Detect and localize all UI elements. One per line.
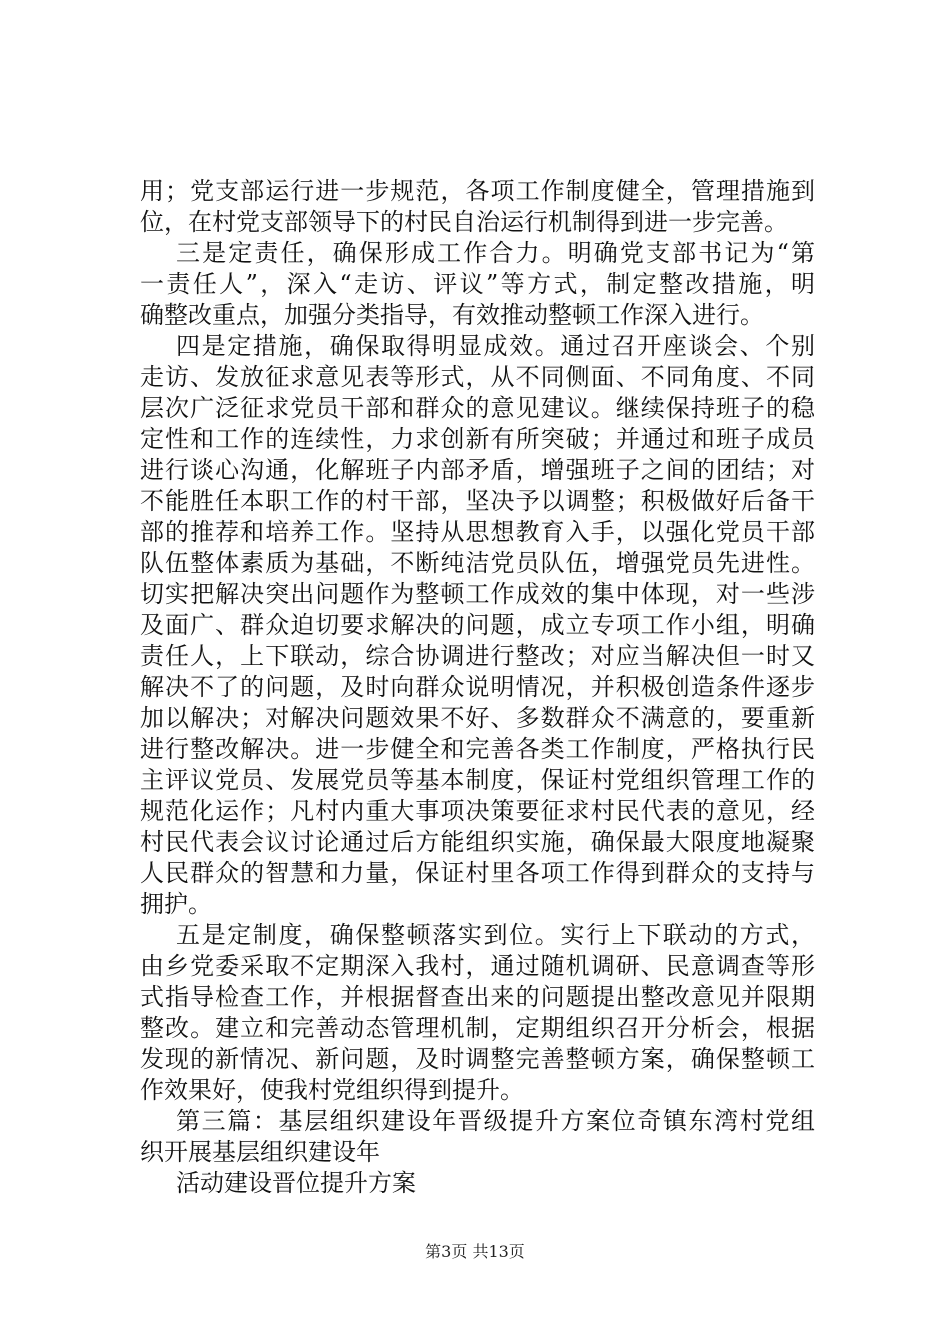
text-line: 切实把解决突出问题作为整顿工作成效的集中体现，对一些涉 <box>140 580 815 608</box>
text-line: 规范化运作；凡村内重大事项决策要征求村民代表的意见，经 <box>140 797 815 825</box>
text-line: 第三篇：基层组织建设年晋级提升方案位奇镇东湾村党组 <box>176 1107 815 1135</box>
text-line: 位，在村党支部领导下的村民自治运行机制得到进一步完善。 <box>140 208 788 236</box>
text-line: 确整改重点，加强分类指导，有效推动整顿工作深入进行。 <box>140 301 764 329</box>
text-line: 五是定制度，确保整顿落实到位。实行上下联动的方式， <box>176 921 815 949</box>
text-line: 活动建设晋位提升方案 <box>176 1169 416 1197</box>
text-line: 层次广泛征求党员干部和群众的意见建议。继续保持班子的稳 <box>140 394 815 422</box>
page-footer: 第3页 共13页 <box>425 1242 525 1261</box>
text-line: 人民群众的智慧和力量，保证村里各项工作得到群众的支持与 <box>140 859 815 887</box>
text-line: 解决不了的问题，及时向群众说明情况，并积极创造条件逐步 <box>140 673 815 701</box>
text-line: 织开展基层组织建设年 <box>140 1138 380 1166</box>
text-line: 加以解决；对解决问题效果不好、多数群众不满意的，要重新 <box>140 704 815 732</box>
text-line: 走访、发放征求意见表等形式，从不同侧面、不同角度、不同 <box>140 363 815 391</box>
text-line: 拥护。 <box>140 890 212 918</box>
text-line: 一责任人”，深入“走访、评议”等方式，制定整改措施，明 <box>140 270 815 298</box>
text-line: 进行整改解决。进一步健全和完善各类工作制度，严格执行民 <box>140 735 815 763</box>
text-line: 责任人，上下联动，综合协调进行整改；对应当解决但一时又 <box>140 642 815 670</box>
text-line: 四是定措施，确保取得明显成效。通过召开座谈会、个别 <box>176 332 815 360</box>
text-line: 发现的新情况、新问题，及时调整完善整顿方案，确保整顿工 <box>140 1045 815 1073</box>
text-line: 作效果好，使我村党组织得到提升。 <box>140 1076 524 1104</box>
text-line: 队伍整体素质为基础，不断纯洁党员队伍，增强党员先进性。 <box>140 549 815 577</box>
text-line: 村民代表会议讨论通过后方能组织实施，确保最大限度地凝聚 <box>140 828 815 856</box>
text-line: 不能胜任本职工作的村干部，坚决予以调整；积极做好后备干 <box>140 487 815 515</box>
text-line: 由乡党委采取不定期深入我村，通过随机调研、民意调查等形 <box>140 952 815 980</box>
text-line: 用；党支部运行进一步规范，各项工作制度健全，管理措施到 <box>140 177 815 205</box>
text-line: 主评议党员、发展党员等基本制度，保证村党组织管理工作的 <box>140 766 815 794</box>
text-line: 及面广、群众迫切要求解决的问题，成立专项工作小组，明确 <box>140 611 815 639</box>
text-line: 进行谈心沟通，化解班子内部矛盾，增强班子之间的团结；对 <box>140 456 815 484</box>
text-line: 部的推荐和培养工作。坚持从思想教育入手，以强化党员干部 <box>140 518 815 546</box>
text-line: 定性和工作的连续性，力求创新有所突破；并通过和班子成员 <box>140 425 815 453</box>
text-line: 式指导检查工作，并根据督查出来的问题提出整改意见并限期 <box>140 983 815 1011</box>
text-line: 三是定责任，确保形成工作合力。明确党支部书记为“第 <box>176 239 815 267</box>
text-line: 整改。建立和完善动态管理机制，定期组织召开分析会，根据 <box>140 1014 815 1042</box>
document-body <box>140 176 815 1199</box>
